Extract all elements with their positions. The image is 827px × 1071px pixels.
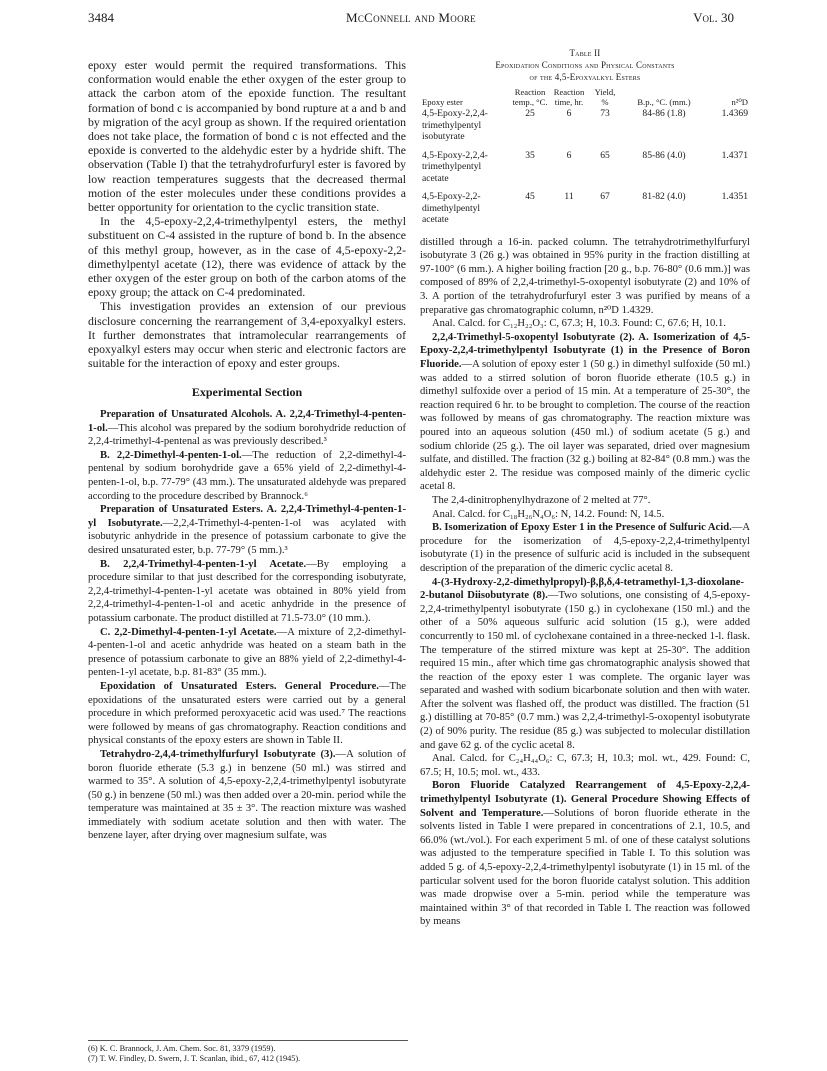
column-header: Yield, % [594,87,616,107]
footnote: (6) K. C. Brannock, J. Am. Chem. Soc. 81, 3379 (1959). [88,1044,276,1053]
section-title: Experimental Section [191,385,303,400]
analysis-line: Anal. Calcd. for C₁₈H₂₆N₄O₆: N, 14.2. Found: N, 14.5. [432,508,665,520]
table-ii [420,88,750,232]
exp-paragraph: B. 2,2,4-Trimethyl-4-penten-1-yl Acetate.—By employing a procedure similar to that just described for the corresponding isobutyrate, 2,2,4-trimethyl-4-penten-1-yl acetate was obtained in 80% yield from 2,2,4-trimethyl-4-penten-1-ol and acetic anhydride in the presence of potassium carbonate. The product distilled at 71.5-73.0° (10 mm.). [88,558,406,624]
exp-paragraph: 4-(3-Hydroxy-2,2-dimethylpropyl)-β,β,δ,4-tetramethyl-1,3-dioxolane-2-butanol Diisobutyrate (8).—Two solutions, one consisting of 4,5-epoxy-2,2,4-trimethylpentyl isobutyrate (150 g.) in cyclohexane (150 ml.) and the other of a 50% aqueous sulfuric acid solution (15 g.), were added concurrently to 150 ml. of cyclohexane contained in a three-necked 1-l. flask. The temperature of the stirred mixture was kept at 25-30°. The addition required 15 min., after which time gas chromatographic analysis showed that the reaction of the epoxy ester 1 was complete. The organic layer was separated and washed with sodium bicarbonate solution and then with water. After the solvent was flashed off, the product was distilled. The fraction (51 g.) distilling at 70-85° (0.7 mm.) was 2,2,4-trimethyl-5-oxopentyl isobutyrate (2) of 90% purity. The residue (85 g.) was subjected to molecular distillation and gave 62 g. of the cyclic acetal 8. [420,576,750,751]
table-row: 4,5-Epoxy-2,2-dimethylpentyl acetate 45 11 67 81-82 (4.0) 1.4351 [422,191,748,226]
paragraph: epoxy ester would permit the required transformations. This conformation would enable the ether oxygen of the ester group to attack the carbon atom of the epoxide function. The resultant formation of bond c is accompanied by bond rupture at a and b and by migration of the acyl group as shown. If the required orientation does not take place, the formation of bond c is not effected and the epoxide is converted to the aldehydic ester by a hydride shift. The observation (Table I) that the tetrahydrofurfuryl ester is favored by low reaction temperatures suggests that the decreased thermal motion of the ester molecules under these conditions provides a better opportunity for orientation to the cyclic transition state. [88,58,406,215]
analysis-line: Anal. Calcd. for C₂₄H₄₄O₆: C, 67.3; H, 10.3; mol. wt., 429. Found: C, 67.5; H, 10.5; mol. wt., 433. [420,753,750,778]
paragraph: distilled through a 16-in. packed column. The tetrahydrotrimethylfurfuryl isobutyrate 3 (26 g.) was obtained in 95% purity in the fraction distilling at 97-100° (6 mm.). A higher boiling fraction [20 g., b.p. 76-80° (0.6 mm.)] was composed of 89% of 2,2,4-trimethyl-5-oxopentyl isobutyrate (2) and 10% of 3. A portion of the tetrahydrofurfuryl ester 3 was purified by means of a preparative gas chromatographic column, n²⁰D 1.4329. [420,236,750,316]
exp-paragraph: Tetrahydro-2,4,4-trimethylfurfuryl Isobutyrate (3).—A solution of boron fluoride etherate (5.3 g.) in benzene (50 ml.) was stirred and warmed to 35°. A solution of 4,5-epoxy-2,2,4-trimethylpentyl isobutyrate (50 g.) in benzene (50 ml.) was then added over a 20-min. period while the temperature was maintained at 35 ± 3°. The reaction mixture was washed immediately with sodium acetate solution and then with water. The benzene layer, after drying over magnesium sulfate, was [88,748,406,842]
running-title: McConnell and Moore [346,10,476,25]
column-header: n²⁰D [731,96,748,107]
column-header: Reaction time, hr. [553,87,585,107]
running-header [88,10,734,26]
left-column [88,58,406,843]
exp-paragraph: B. Isomerization of Epoxy Ester 1 in the Presence of Sulfuric Acid.—A procedure for the isomerization of 4,5-epoxy-2,2,4-trimethylpentyl isobutyrate (1) in the presence of sulfuric acid is included in the subsequent description of the preparation of the dimeric cyclic acetal 8. [420,522,750,574]
footnotes [88,1040,408,1064]
column-header: Epoxy ester [422,96,463,107]
exp-paragraph: Preparation of Unsaturated Alcohols. A. 2,2,4-Trimethyl-4-penten-1-ol.—This alcohol was prepared by the sodium borohydride reduction of 2,2,4-trimethyl-4-pentenal as was previously described.³ [88,409,406,448]
exp-paragraph: 2,2,4-Trimethyl-5-oxopentyl Isobutyrate (2). A. Isomerization of 4,5-Epoxy-2,2,4-trimethylpentyl Isobutyrate (1) in the Presence of Boron Fluoride.—A solution of epoxy ester 1 (50 g.) in dimethyl sulfoxide (50 ml.) was added to a stirred solution of boron fluoride etherate (10.5 g.) in dimethyl sulfoxide over a period of 15 min. At a temperature of 25-30°, the reaction required 6 hr. to be brought to completion. The course of the reaction was followed by means of gas chromatography. The reaction mixture was poured into an aqueous solution (450 ml.) of sodium acetate (5 g.) and sodium chloride (25 g.). The oil layer was separated, dried over magnesium sulfate, and distilled. The fraction (32 g.) boiling at 82-84° (0.8 mm.) was the aldehydic ester 2. The residue was composed mainly of the dimeric cyclic acetal 8. [420,331,750,493]
page-number: 3484 [88,10,114,25]
volume-label: Vol. 30 [693,10,734,25]
footnote: (7) T. W. Findley, D. Swern, J. T. Scanlan, ibid., 67, 412 (1945). [88,1054,301,1064]
table-caption: Table II [569,48,601,58]
exp-paragraph: Preparation of Unsaturated Esters. A. 2,2,4-Trimethyl-4-penten-1-yl Isobutyrate.—2,2,4-Trimethyl-4-penten-1-ol was acylated with isobutyric anhydride in the presence of potassium carbonate to give the desired unsaturated ester, b.p. 77-79° (5 mm.).³ [88,504,406,556]
table-caption: of the 4,5-Epoxyalkyl Esters [529,72,641,82]
table-row: 4,5-Epoxy-2,2,4-trimethylpentyl isobutyrate 25 6 73 84-86 (1.8) 1.4369 [422,108,748,143]
paragraph: The 2,4-dinitrophenylhydrazone of 2 melted at 77°. [432,494,651,506]
paragraph: This investigation provides an extension of our previous disclosure concerning the rearrangement of 3,4-epoxyalkyl esters. It further demonstrates that intramolecular rearrangements of epoxyalkyl esters may occur when steric and electronic factors are suitable for the interaction of epoxy and ester groups. [88,299,406,371]
table-caption: Epoxidation Conditions and Physical Constants [495,60,675,70]
exp-paragraph: B. 2,2-Dimethyl-4-penten-1-ol.—The reduction of 2,2-dimethyl-4-pentenal by sodium borohydride gave a 65% yield of 2,2-dimethyl-4-penten-1-ol, b.p. 77-79° (43 mm.). The unsaturated aldehyde was prepared according to the procedure described by Brannock.⁶ [88,449,406,502]
column-header: Reaction temp., °C. [512,87,548,107]
column-header: B.p., °C. (mm.) [637,96,691,107]
table-header-row [420,88,750,107]
paragraph: In the 4,5-epoxy-2,2,4-trimethylpentyl esters, the methyl substituent on C-4 assisted in the rupture of bond b. In the absence of this methyl group, however, as in the case of 4,5-epoxy-2,2-dimethylpentyl acetate (12), there was evidence of attack by the ether oxygen of the ester group on both of the carbon atoms of the epoxy group; the attack on C-4 predominated. [88,214,406,300]
right-column [420,47,750,929]
table-row: 4,5-Epoxy-2,2,4-trimethylpentyl acetate 35 6 65 85-86 (4.0) 1.4371 [422,149,748,184]
exp-paragraph: Boron Fluoride Catalyzed Rearrangement of 4,5-Epoxy-2,2,4-trimethylpentyl Isobutyrate (1). General Procedure Showing Effects of Solvent and Temperature.—Solutions of boron fluoride etherate in the solvents listed in Table I were prepared in concentrations of 2.1, 10.5, and 66.0% (wt./vol.). For each experiment 5 ml. of one of these catalyst solutions was adjusted to the temperature specified in Table I. To this solution was added 5 g. of 4,5-epoxy-2,2,4-trimethylpentyl isobutyrate (1) in 15 ml. of the particular solvent used for the boron fluoride catalyst solution. This addition was made dropwise over a 5-min. period while the temperature was maintained within 3° of that recorded in Table I. The reaction was followed by means [420,780,751,928]
exp-paragraph: Epoxidation of Unsaturated Esters. General Procedure.—The epoxidations of the unsaturated esters were carried out by a general procedure in which preformed peroxyacetic acid was used.⁷ The reactions were followed by means of gas chromatography. Reaction conditions and physical constants of the epoxy esters are shown in Table II. [88,680,406,747]
analysis-line: Anal. Calcd. for C₁₂H₂₂O₃: C, 67.3; H, 10.3. Found: C, 67.6; H, 10.1. [432,318,726,330]
exp-paragraph: C. 2,2-Dimethyl-4-penten-1-yl Acetate.—A mixture of 2,2-dimethyl-4-penten-1-ol and acetic anhydride was heated on a steam bath in the presence of potassium carbonate to give an 88% yield of 2,2-dimethyl-4-penten-1-yl acetate, b.p. 81-83° (35 mm.). [88,626,407,679]
